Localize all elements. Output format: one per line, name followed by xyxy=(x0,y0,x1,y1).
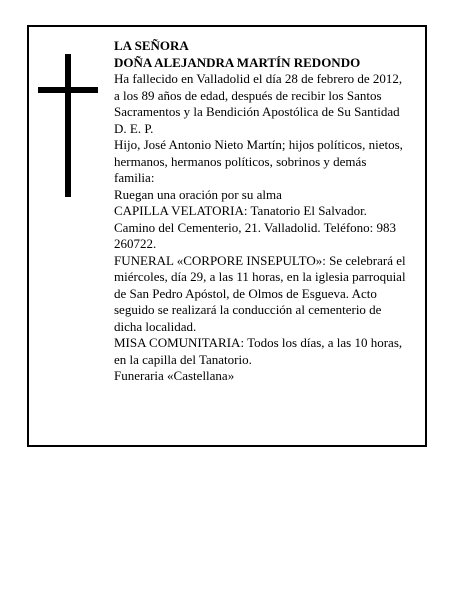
notice-line: miércoles, día 29, a las 11 horas, en la iglesia parroquial xyxy=(114,269,406,284)
notice-line: Ha fallecido en Valladolid el día 28 de febrero de 2012, xyxy=(114,71,403,86)
notice-line: dicha localidad. xyxy=(114,318,197,334)
notice-line: seguido se realizará la conducción al cementerio de xyxy=(114,302,382,317)
notice-line: Ruegan una oración por su alma xyxy=(114,186,282,202)
notice-line: Sacramentos y la Bendición Apostólica de Su Santidad xyxy=(114,104,400,119)
obituary-text xyxy=(114,38,426,385)
notice-line: hermanos, hermanos políticos, sobrinos y demás xyxy=(114,153,367,169)
notice-line: CAPILLA VELATORIA: Tanatorio El Salvador. xyxy=(114,203,367,218)
notice-line: a los 89 años de edad, después de recibir los Santos xyxy=(114,87,382,103)
notice-line: en la capilla del Tanatorio. xyxy=(114,351,252,367)
notice-heading: LA SEÑORA xyxy=(114,38,189,53)
notice-line: Hijo, José Antonio Nieto Martín; hijos políticos, nietos, xyxy=(114,137,403,152)
notice-line: de San Pedro Apóstol, de Olmos de Esgueva. Acto xyxy=(114,285,377,301)
notice-line: MISA COMUNITARIA: Todos los días, a las 10 horas, xyxy=(114,335,403,350)
notice-line: familia: xyxy=(114,170,155,185)
notice-line: 260722. xyxy=(114,236,157,251)
notice-line: Funeraria «Castellana» xyxy=(114,368,235,383)
notice-line: FUNERAL «CORPORE INSEPULTO»: Se celebrará el xyxy=(114,252,406,268)
cross-vertical-bar xyxy=(65,54,71,197)
notice-line: D. E. P. xyxy=(114,120,154,136)
notice-line: Camino del Cementerio, 21. Valladolid. Teléfono: 983 xyxy=(114,219,397,235)
deceased-name: DOÑA ALEJANDRA MARTÍN REDONDO xyxy=(114,54,361,70)
cross-icon xyxy=(38,54,98,197)
cross-horizontal-bar xyxy=(38,87,98,93)
